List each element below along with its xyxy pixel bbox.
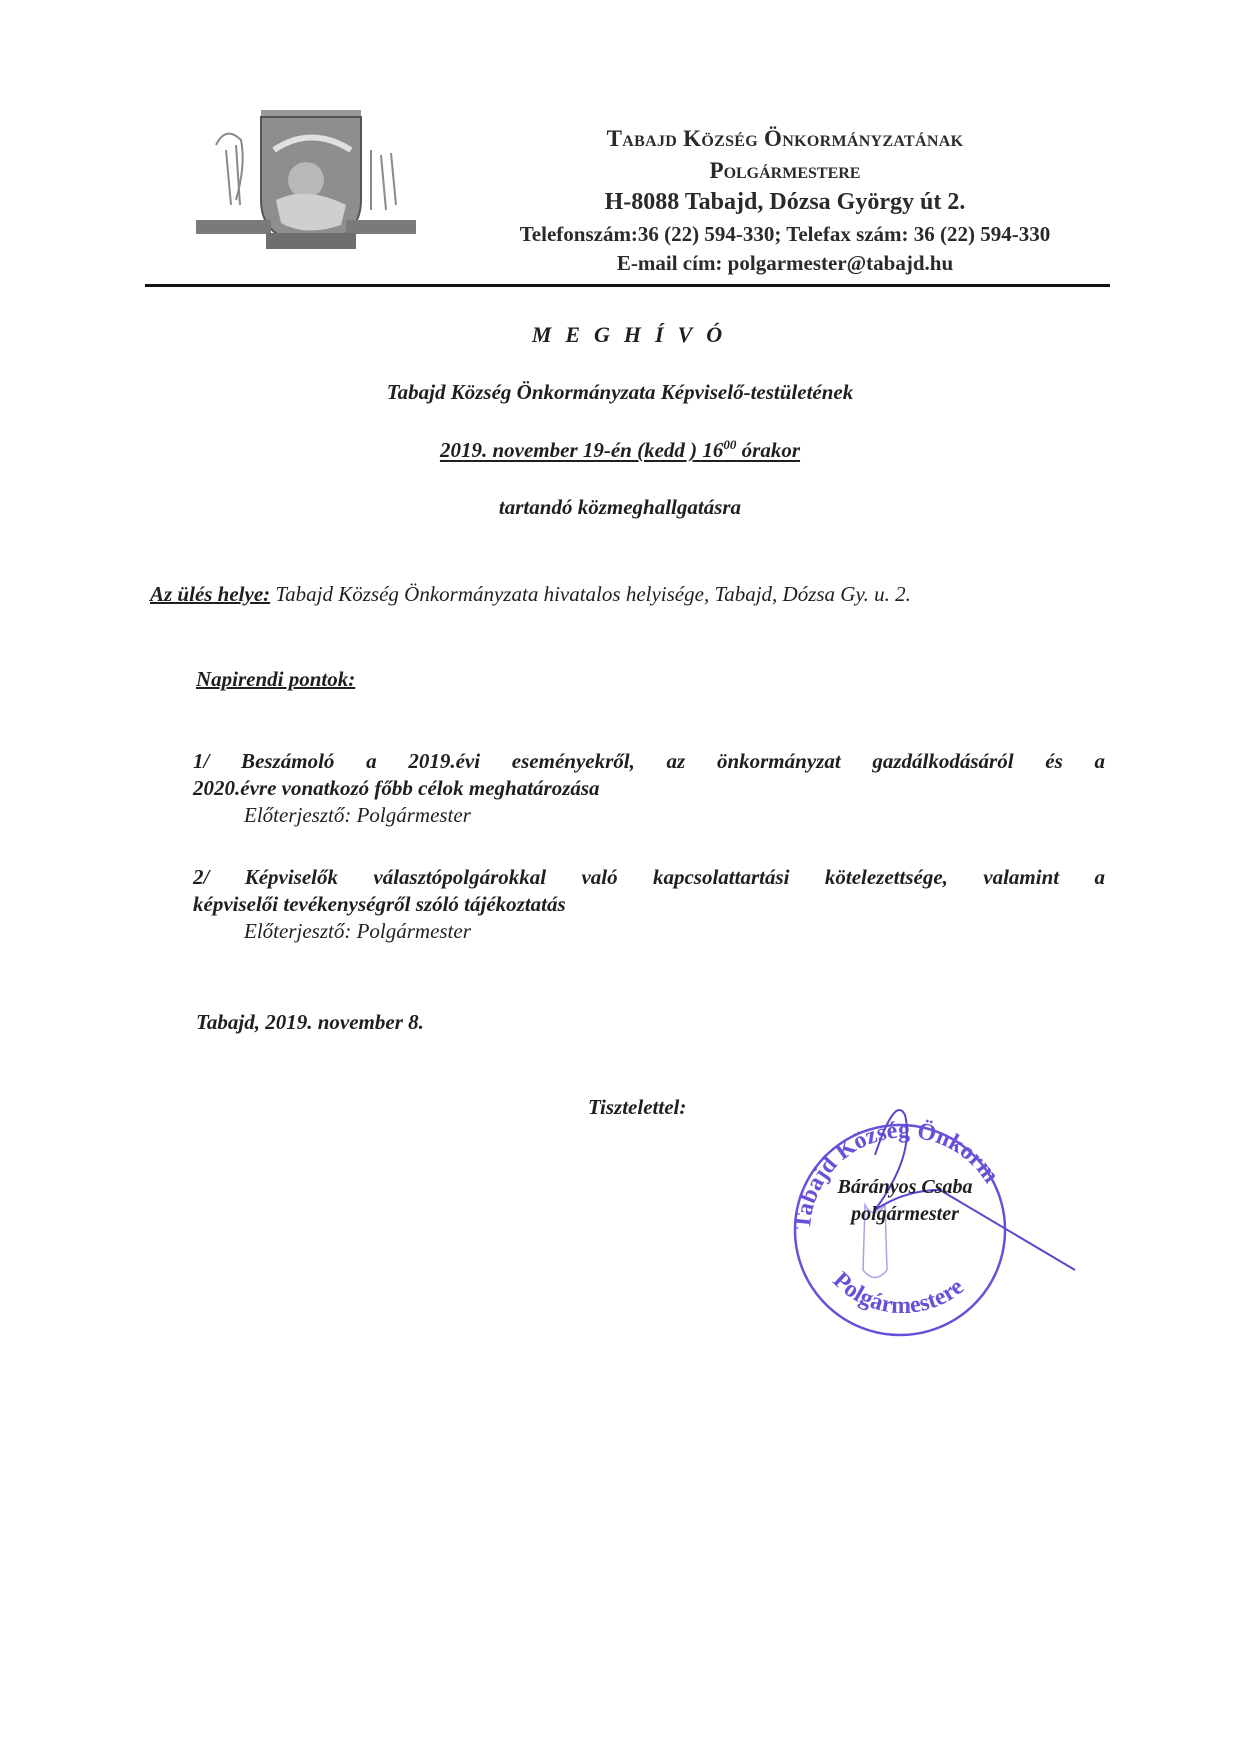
- closing: Tisztelettel:: [588, 1095, 687, 1119]
- venue-label: Az ülés helye:: [150, 582, 271, 606]
- addressee: Tabajd Község Önkormányzata Képviselő-testületének: [386, 380, 854, 404]
- signer-name: Bárányos Csaba: [837, 1176, 973, 1198]
- agenda-item-title-line1: 2/ Képviselők választópolgárokkal való kapcsolattartási kötelezettsége, valamint a: [193, 865, 1105, 889]
- agenda-item-title-line2: 2020.évre vonatkozó főbb célok meghatározása: [193, 776, 600, 800]
- meeting-time-minutes: 00: [723, 437, 737, 452]
- agenda-item-title-line2: képviselői tevékenységről szóló tájékoztatás: [193, 892, 566, 916]
- coat-of-arms-icon: [196, 105, 416, 255]
- meeting-purpose: tartandó közmeghallgatásra: [498, 495, 742, 519]
- letterhead-email: E-mail cím: polgarmester@tabajd.hu: [616, 251, 954, 275]
- agenda-item: [193, 864, 1105, 945]
- document-title: MEGHÍVÓ: [531, 322, 737, 347]
- meeting-date-text: 2019. november 19-én (kedd ) 16: [439, 438, 724, 462]
- meeting-date-suffix: órakor: [736, 438, 801, 462]
- signer-title: polgármester: [851, 1203, 959, 1225]
- agenda-heading: Napirendi pontok:: [196, 667, 356, 691]
- venue: [150, 582, 911, 607]
- stamp-text-top: Tabajd Község Önkorm: [789, 1117, 1004, 1231]
- stamp-text-bottom: Polgármestere: [827, 1267, 969, 1320]
- letterhead-phone: Telefonszám:36 (22) 594-330; Telefax szám: 36 (22) 594-330: [519, 222, 1051, 246]
- agenda-item-title-line1: 1/ Beszámoló a 2019.évi eseményekről, az önkormányzat gazdálkodásáról és a: [193, 749, 1105, 773]
- agenda-item-presenter: Előterjesztő: Polgármester: [244, 803, 471, 827]
- letterhead-organization: Tabajd Község Önkormányzatának: [606, 126, 964, 151]
- svg-text:Polgármestere: [828, 1267, 969, 1319]
- meeting-date: [0, 437, 1240, 463]
- venue-value: Tabajd Község Önkormányzata hivatalos helyisége, Tabajd, Dózsa Gy. u. 2.: [270, 582, 911, 606]
- letterhead-office: Polgármestere: [709, 158, 861, 183]
- signature-block: [790, 1174, 1020, 1228]
- agenda-item: [193, 748, 1105, 829]
- place-and-date: Tabajd, 2019. november 8.: [196, 1010, 424, 1034]
- agenda-item-presenter: Előterjesztő: Polgármester: [244, 919, 471, 943]
- letterhead-divider: [145, 284, 1110, 287]
- letterhead-address: H-8088 Tabajd, Dózsa György út 2.: [604, 189, 966, 215]
